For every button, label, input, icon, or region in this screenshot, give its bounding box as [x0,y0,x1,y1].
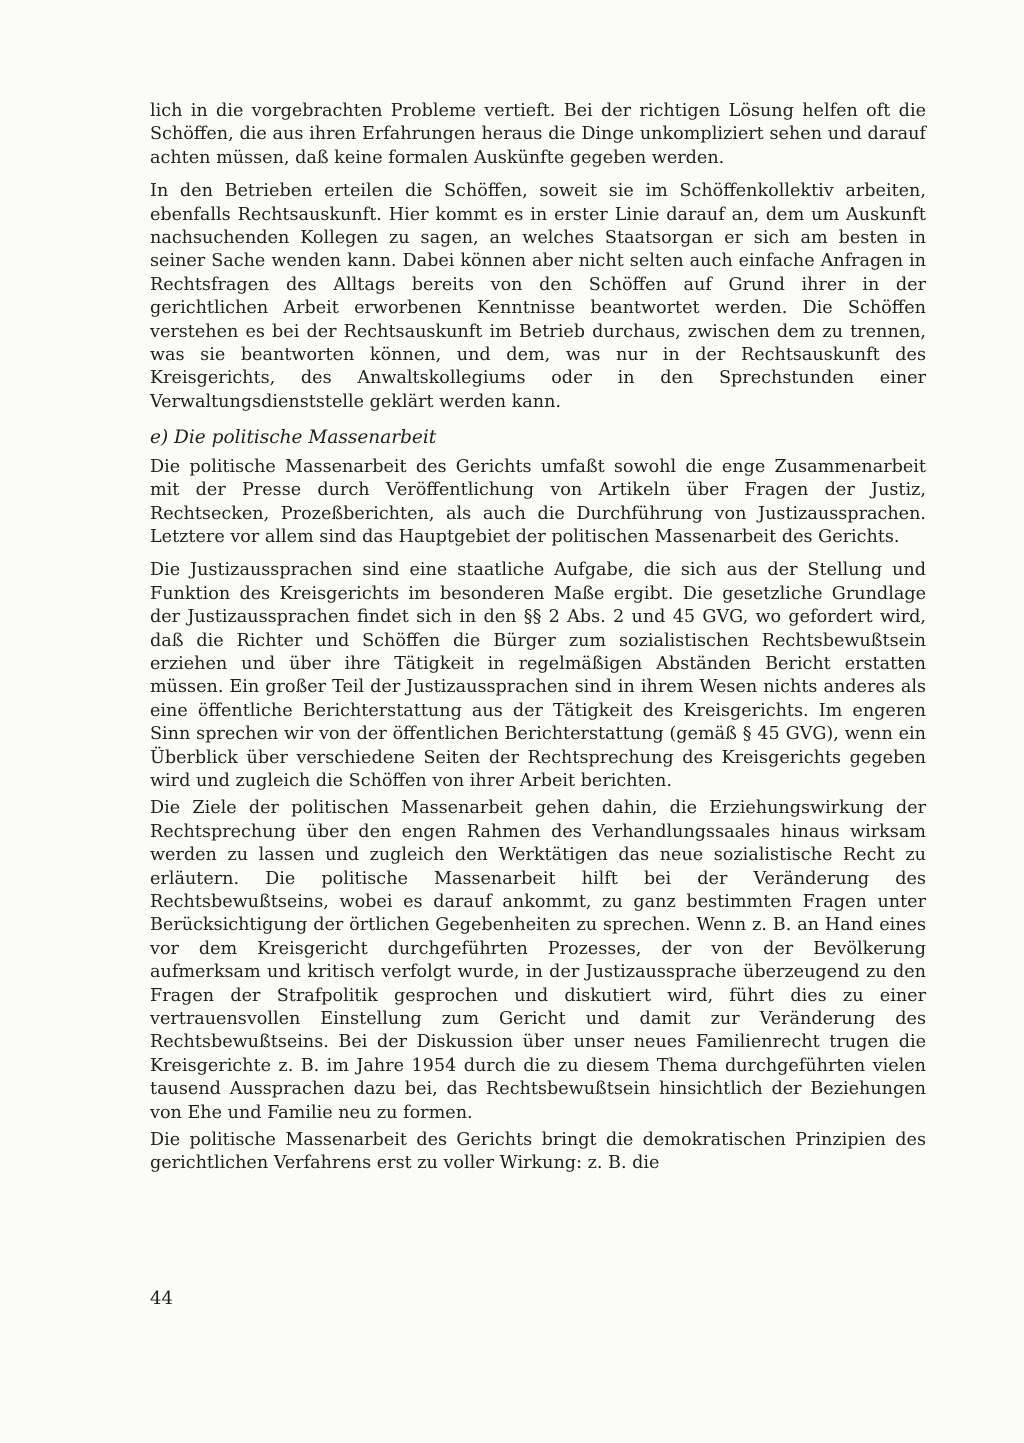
page-number: 44 [150,1288,173,1309]
paragraph-massenarbeit: Die politische Massenarbeit des Gerichts umfaßt sowohl die enge Zusammenarbeit mit der Presse durch Veröffentlichung von Artikeln über Fragen der Justiz, Rechtsecken, Prozeßberichten, als auch die Durchführung von Justizaussprachen. Letztere vor allem sind das Hauptgebiet der politischen Massenarbeit des Gerichts. [150,456,926,547]
paragraph-betriebe: In den Betrieben erteilen die Schöffen, soweit sie im Schöffenkollektiv arbeiten, ebenfalls Rechtsauskunft. Hier kommt es in erster Linie darauf an, dem um Auskunft nachsuchenden Kollegen zu sagen, an welches Staatsorgan er sich am besten in seiner Sache wenden kann. Dabei können aber nicht selten auch einfache Anfragen in Rechtsfragen des Alltags bereits von den Schöffen auf Grund ihrer in der gerichtlichen Arbeit erworbenen Kenntnisse beantwortet werden. Die Schöffen verstehen es bei der Rechtsauskunft im Betrieb durchaus, zwischen dem zu trennen, was sie beantworten können, und dem, was nur in der Rechtsauskunft des Kreisgerichts, des Anwaltskollegiums oder in den Sprechstunden einer Verwaltungsdienststelle geklärt werden kann. [150,181,926,412]
document-page [150,100,926,1186]
paragraph-prinzipien: Die politische Massenarbeit des Gerichts bringt die demokratischen Prinzipien des gerichtlichen Verfahrens erst zu voller Wirkung: z. B. die [150,1130,926,1174]
paragraph-ziele: Die Ziele der politischen Massenarbeit gehen dahin, die Erziehungswirkung der Rechtsprechung über den engen Rahmen des Verhandlungssaales hinaus wirksam werden zu lassen und zugleich den Werktätigen das neue sozialistische Recht zu erläutern. Die politische Massenarbeit hilft bei der Veränderung des Rechtsbewußtseins, wobei es darauf ankommt, zu ganz bestimmten Fragen unter Berücksichtigung der örtlichen Gegebenheiten zu sprechen. Wenn z. B. an Hand eines vor dem Kreisgericht durchgeführten Prozesses, der von der Bevölkerung aufmerksam und kritisch verfolgt wurde, in der Justizaussprache überzeugend zu den Fragen der Strafpolitik gesprochen und diskutiert wird, führt dies zu einer vertrauensvollen Einstellung zum Gericht und damit zur Veränderung des Rechtsbewußtseins. Bei der Diskussion über unser neues Familienrecht trugen die Kreisgerichte z. B. im Jahre 1954 durch die zu diesem Thema durchgeführten vielen tausend Aussprachen dazu bei, das Rechtsbewußtsein hinsichtlich der Beziehungen von Ehe und Familie neu zu formen. [150,798,926,1123]
paragraph-continuation: lich in die vorgebrachten Probleme vertieft. Bei der richtigen Lösung helfen oft die Schöffen, die aus ihren Erfahrungen heraus die Dinge unkompliziert sehen und darauf achten müssen, daß keine formalen Auskünfte gegeben werden. [150,101,926,168]
section-heading: e) Die politische Massenarbeit [150,427,437,449]
paragraph-justizaussprachen: Die Justizaussprachen sind eine staatliche Aufgabe, die sich aus der Stellung und Funktion des Kreisgerichts im besonderen Maße ergibt. Die gesetzliche Grundlage der Justizaussprachen findet sich in den §§ 2 Abs. 2 und 45 GVG, wo gefordert wird, daß die Richter und Schöffen die Bürger zum sozialistischen Rechtsbewußtsein erziehen und über ihre Tätigkeit in regelmäßigen Abständen Bericht erstatten müssen. Ein großer Teil der Justizaussprachen sind in ihrem Wesen nichts anderes als eine öffentliche Berichterstattung aus der Tätigkeit des Kreisgerichts. Im engeren Sinn sprechen wir von der öffentlichen Berichterstattung (gemäß § 45 GVG), wenn ein Überblick über verschiedene Seiten der Rechtsprechung des Kreisgerichts gegeben wird und zugleich die Schöffen von ihrer Arbeit berichten. [150,560,926,791]
